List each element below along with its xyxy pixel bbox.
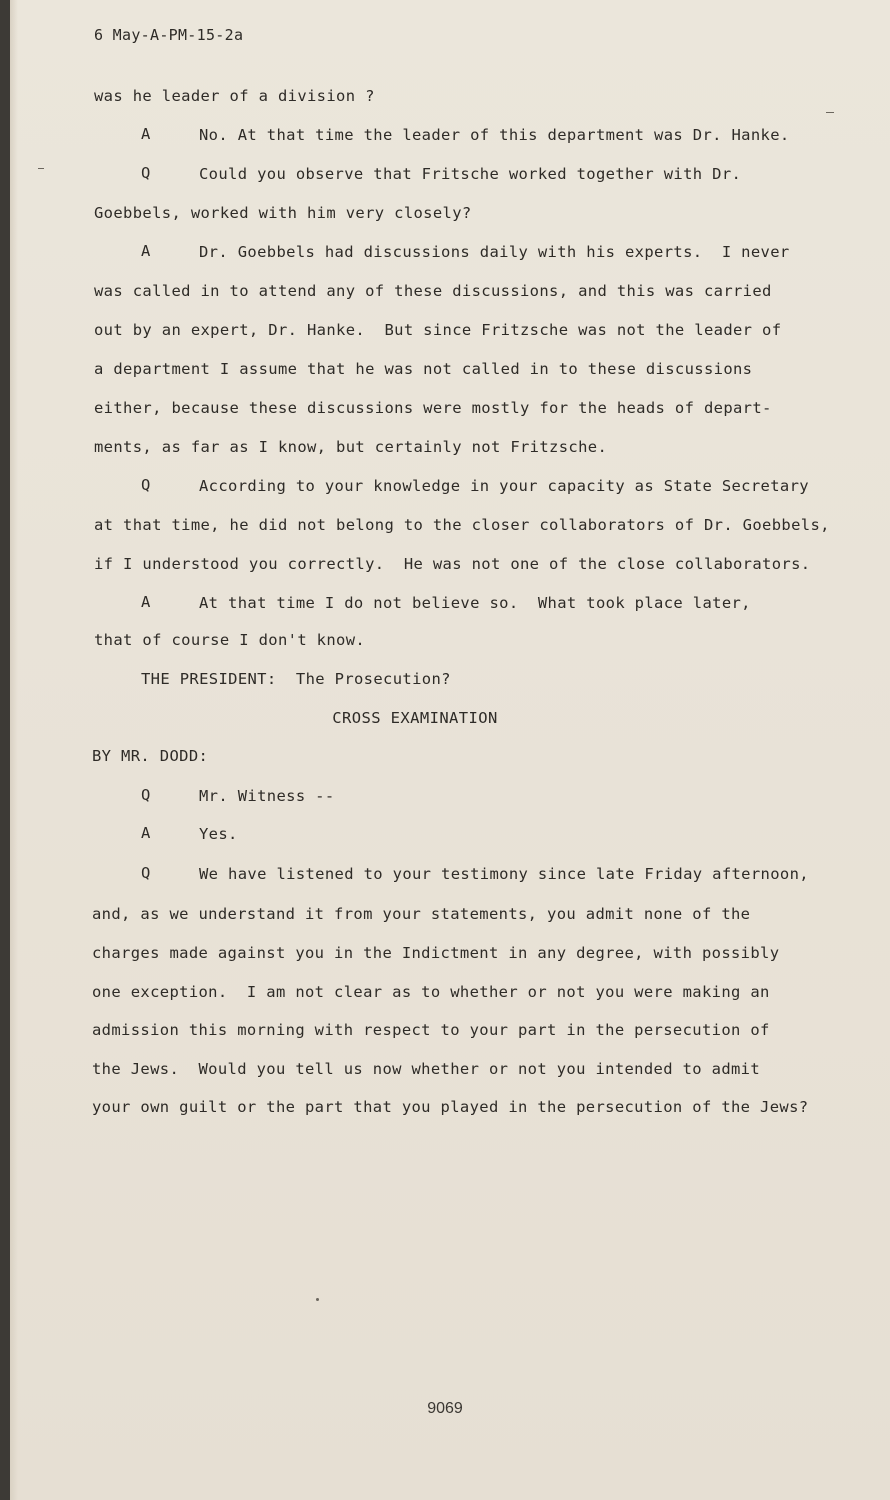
answer-text: At that time I do not believe so. What took place later, <box>199 594 751 612</box>
paper-speck <box>316 1298 319 1301</box>
question-text: the Jews. Would you tell us now whether or not you intended to admit <box>92 1060 761 1078</box>
scanned-page-edge <box>0 0 10 1500</box>
speaker-tag-answer: A <box>141 125 151 143</box>
margin-mark <box>826 112 834 113</box>
question-text: if I understood you correctly. He was not one of the close collaborators. <box>94 555 811 573</box>
question-text: one exception. I am not clear as to whether or not you were making an <box>92 983 770 1001</box>
page-number: 9069 <box>427 1400 463 1417</box>
margin-mark <box>38 168 44 169</box>
question-text: admission this morning with respect to your part in the persecution of <box>92 1021 770 1039</box>
question-text: at that time, he did not belong to the closer collaborators of Dr. Goebbels, <box>94 516 830 534</box>
question-text: charges made against you in the Indictment in any degree, with possibly <box>92 944 780 962</box>
question-text: Mr. Witness -- <box>199 787 335 805</box>
text-line: was he leader of a division ? <box>94 87 375 105</box>
speaker-tag-question: Q <box>141 476 151 494</box>
speaker-tag-question: Q <box>141 164 151 182</box>
speaker-tag-question: Q <box>141 786 151 804</box>
answer-text: Yes. <box>199 825 238 843</box>
question-text: and, as we understand it from your statements, you admit none of the <box>92 905 751 923</box>
question-text: Goebbels, worked with him very closely? <box>94 204 472 222</box>
examiner-line: BY MR. DODD: <box>92 747 209 765</box>
answer-text: Dr. Goebbels had discussions daily with his experts. I never <box>199 243 790 261</box>
section-heading: CROSS EXAMINATION <box>332 709 498 727</box>
question-text: your own guilt or the part that you played in the persecution of the Jews? <box>92 1098 809 1116</box>
president-statement: THE PRESIDENT: The Prosecution? <box>141 670 451 688</box>
question-text: We have listened to your testimony since late Friday afternoon, <box>199 865 809 883</box>
speaker-tag-question: Q <box>141 864 151 882</box>
answer-text: that of course I don't know. <box>94 631 366 649</box>
answer-text: was called in to attend any of these discussions, and this was carried <box>94 282 772 300</box>
question-text: According to your knowledge in your capacity as State Secretary <box>199 477 809 495</box>
document-reference: 6 May-A-PM-15-2a <box>94 26 244 44</box>
speaker-tag-answer: A <box>141 242 151 260</box>
answer-text: out by an expert, Dr. Hanke. But since Fritzsche was not the leader of <box>94 321 782 339</box>
answer-text: either, because these discussions were mostly for the heads of depart- <box>94 399 772 417</box>
answer-text: No. At that time the leader of this department was Dr. Hanke. <box>199 126 790 144</box>
page-edge-shadow <box>10 0 18 1500</box>
answer-text: ments, as far as I know, but certainly not Fritzsche. <box>94 438 608 456</box>
speaker-tag-answer: A <box>141 593 151 611</box>
question-text: Could you observe that Fritsche worked together with Dr. <box>199 165 742 183</box>
answer-text: a department I assume that he was not called in to these discussions <box>94 360 753 378</box>
speaker-tag-answer: A <box>141 824 151 842</box>
